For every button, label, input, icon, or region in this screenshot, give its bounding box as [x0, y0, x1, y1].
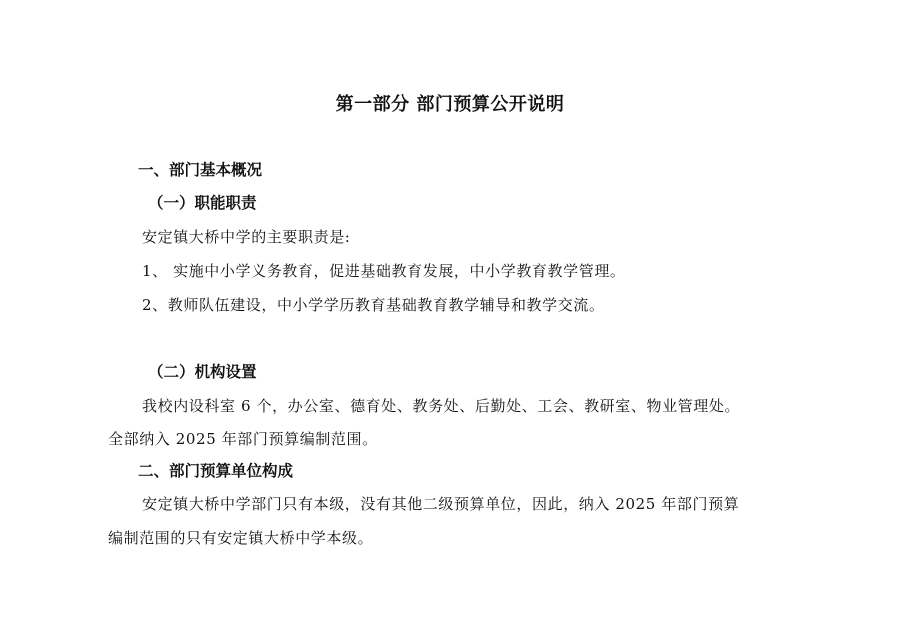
page-title: 第一部分 部门预算公开说明	[335, 94, 565, 115]
units-paragraph-line-2: 编制范围的只有安定镇大桥中学本级。	[108, 529, 374, 547]
duty-item-1: 1、 实施中小学义务教育，促进基础教育发展，中小学教育教学管理。	[142, 262, 626, 280]
duties-intro-text: 安定镇大桥中学的主要职责是:	[142, 228, 351, 246]
subsection-heading-organization: （二）机构设置	[148, 363, 257, 381]
org-paragraph-line-2: 全部纳入 2025 年部门预算编制范围。	[108, 430, 378, 448]
duty-item-2: 2、教师队伍建设，中小学学历教育基础教育教学辅导和教学交流。	[142, 296, 605, 314]
section-heading-basic-overview: 一、部门基本概况	[138, 161, 263, 179]
section-heading-budget-units: 二、部门预算单位构成	[138, 462, 294, 480]
org-paragraph-line-1: 我校内设科室 6 个，办公室、德育处、教务处、后勤处、工会、教研室、物业管理处。	[142, 397, 741, 415]
units-paragraph-line-1: 安定镇大桥中学部门只有本级，没有其他二级预算单位，因此，纳入 2025 年部门预算	[142, 495, 740, 513]
subsection-heading-duties: （一）职能职责	[148, 194, 257, 212]
